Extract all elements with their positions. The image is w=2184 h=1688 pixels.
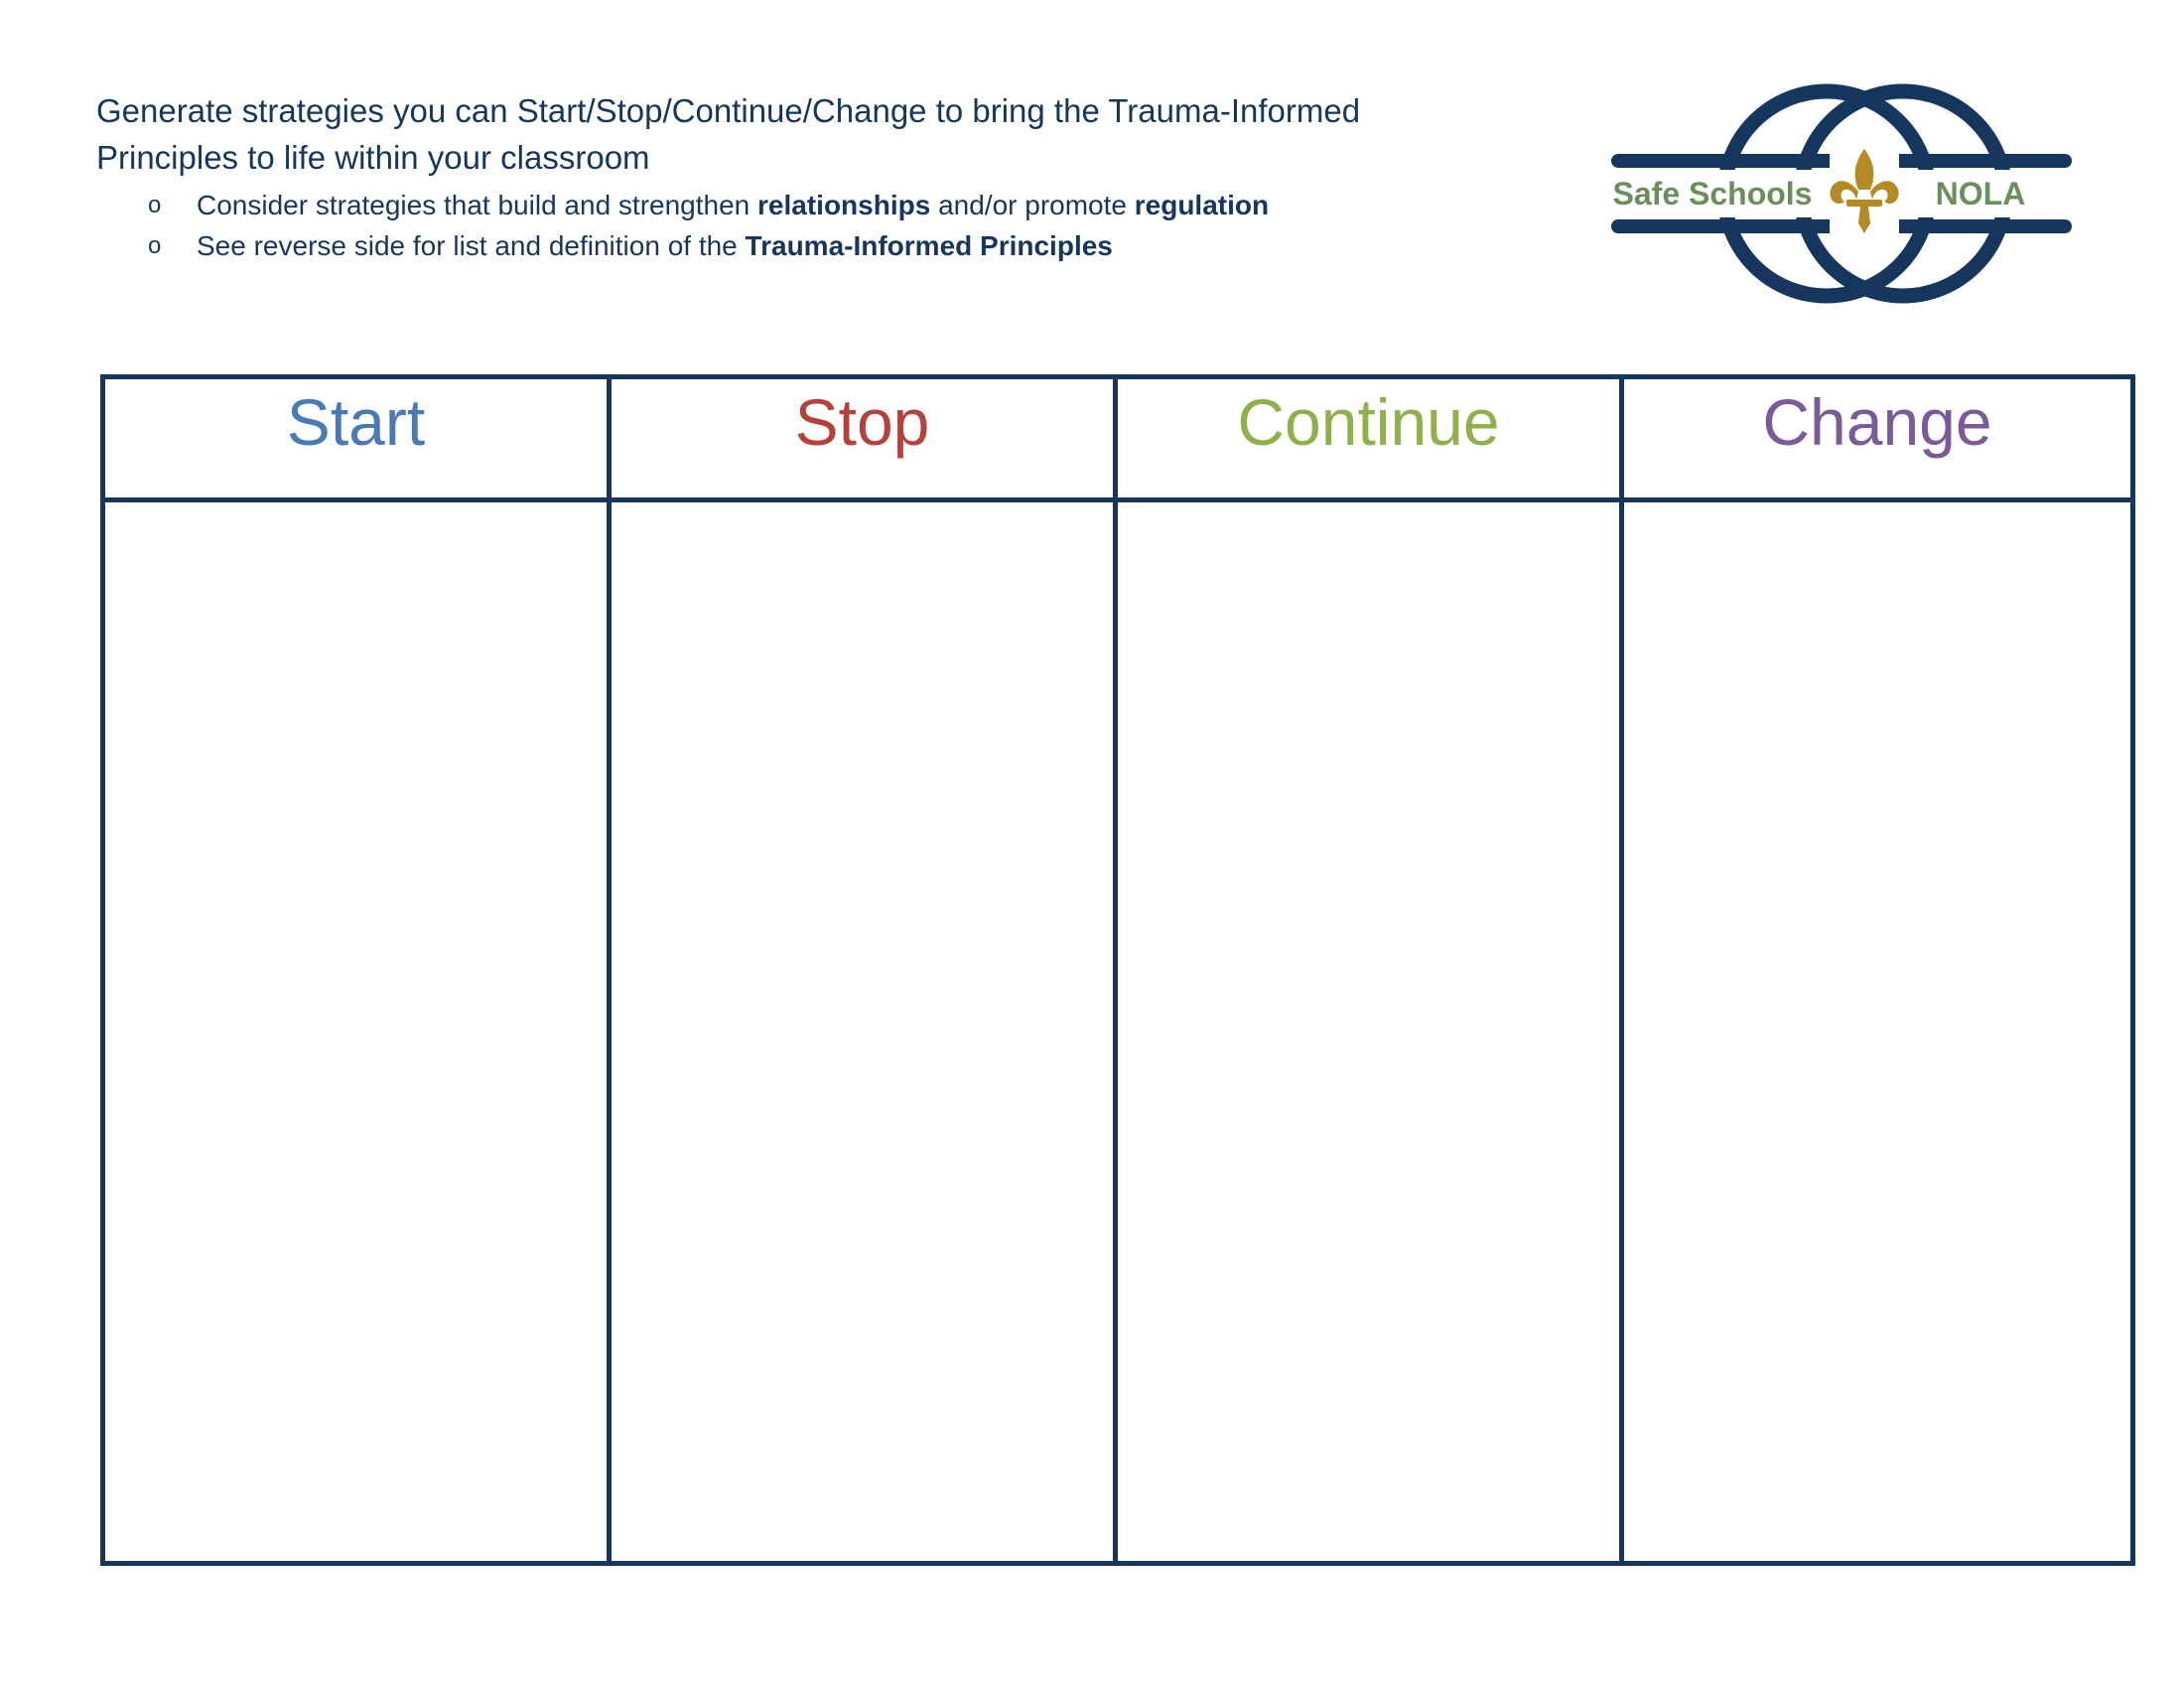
bullet-bold-principles: Trauma-Informed Principles bbox=[745, 230, 1113, 261]
logo-right-text: NOLA bbox=[1935, 176, 2026, 211]
stop-entry-cell[interactable] bbox=[612, 502, 1118, 1561]
continue-entry-cell[interactable] bbox=[1118, 502, 1624, 1561]
bullet-text: and/or promote bbox=[930, 190, 1135, 220]
column-header-change: Change bbox=[1624, 379, 2130, 502]
bullet-bold-relationships: relationships bbox=[757, 190, 931, 220]
bullet-reverse-side bbox=[96, 225, 1318, 266]
column-header-start: Start bbox=[105, 379, 612, 502]
start-stop-continue-change-table bbox=[100, 374, 2135, 1566]
safe-schools-nola-logo bbox=[1603, 79, 2080, 318]
instructions-heading: Generate strategies you can Start/Stop/Continue/Change to bring the Trauma-Informed Principles to life within your classroom bbox=[96, 92, 1361, 176]
start-entry-cell[interactable] bbox=[105, 502, 612, 1561]
bullet-marker: o bbox=[148, 192, 162, 218]
bullet-text: See reverse side for list and definition of the bbox=[197, 230, 746, 261]
logo-left-text: Safe Schools bbox=[1612, 176, 1813, 211]
instructions bbox=[96, 87, 1387, 266]
change-entry-cell[interactable] bbox=[1624, 502, 2130, 1561]
logo-graphic bbox=[1603, 79, 2080, 318]
bullet-marker: o bbox=[148, 232, 162, 259]
bullet-bold-regulation: regulation bbox=[1134, 190, 1270, 220]
column-header-stop: Stop bbox=[612, 379, 1118, 502]
column-header-continue: Continue bbox=[1118, 379, 1624, 502]
bullet-relationships bbox=[96, 185, 1318, 225]
bullet-text: Consider strategies that build and strengthen bbox=[197, 190, 758, 220]
instructions-bullets bbox=[96, 185, 1387, 266]
